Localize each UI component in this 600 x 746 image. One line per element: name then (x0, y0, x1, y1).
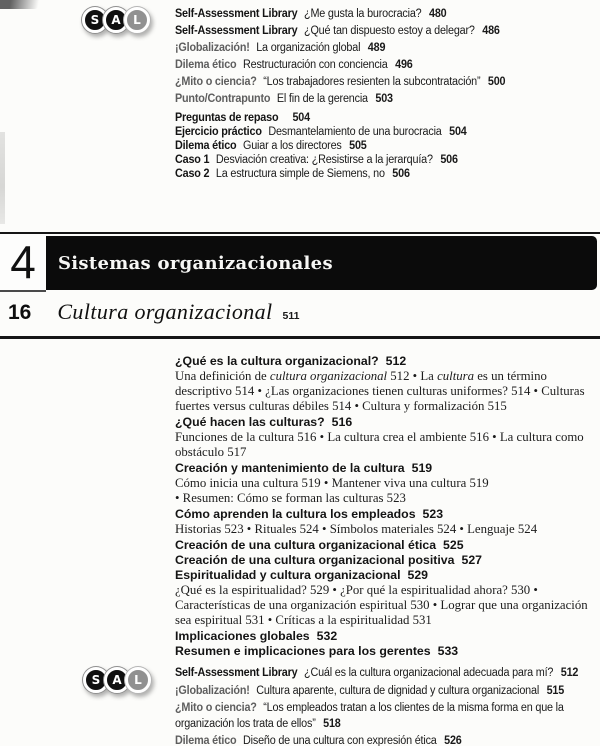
toc-heading-text: Espiritualidad y cultura organizacional (175, 568, 401, 582)
feature-text: ¿Cuál es la cultura organizacional adecuada para mí? (304, 667, 554, 679)
feature-text: ¿Qué tan dispuesto estoy a delegar? (304, 25, 475, 37)
feature-item (175, 167, 594, 181)
feature-page-number: 480 (429, 8, 447, 20)
toc-section (175, 415, 599, 460)
feature-page-number: 512 (560, 667, 579, 679)
toc-section-body (175, 522, 599, 537)
feature-page-number: 505 (349, 140, 367, 152)
toc-body-text: 512 • La (387, 369, 438, 383)
feature-item (175, 40, 594, 57)
feature-text: Desviación creativa: ¿Resistirse a la jerarquía? (215, 154, 433, 166)
feature-page-number: 506 (392, 168, 410, 180)
chapter-heading-row (0, 299, 600, 325)
feature-page-number: 504 (292, 112, 310, 124)
feature-label: Caso 2 (175, 168, 210, 180)
toc-heading-text: ¿Qué hacen las culturas? (175, 415, 325, 429)
feature-label: Caso 1 (175, 154, 210, 166)
toc-heading-text: Creación y mantenimiento de la cultura (175, 461, 405, 475)
toc-section (175, 538, 599, 552)
toc-heading-text: Cómo aprenden la cultura los empleados (175, 507, 416, 521)
toc-body-text: Una definición de (175, 369, 270, 383)
feature-item (175, 23, 594, 40)
sal-circle-l-icon: L (125, 667, 151, 693)
toc-section (175, 461, 599, 506)
feature-item (175, 91, 594, 108)
feature-text: ¿Me gusta la burocracia? (304, 8, 422, 20)
sal-badge-top (82, 7, 150, 33)
feature-label: Self-Assessment Library (175, 25, 298, 37)
feature-label: ¿Mito o ciencia? (175, 702, 257, 714)
feature-page-number: 500 (487, 76, 506, 88)
toc-heading-page-number: 523 (422, 507, 444, 521)
feature-label: Preguntas de repaso (175, 112, 279, 124)
toc-heading-page-number: 533 (437, 644, 459, 658)
toc-heading-text: Implicaciones globales (175, 629, 310, 643)
feature-item (175, 6, 594, 23)
toc-body-text: Funciones de la cultura 516 • La cultura crea el ambiente 516 • La cultura como obstáculo 517 (175, 430, 584, 459)
feature-label: Dilema ético (175, 735, 237, 746)
feature-item (175, 139, 594, 153)
scan-edge-smudge (0, 132, 5, 224)
feature-text: Diseño de una cultura con expresión ética (243, 735, 437, 746)
feature-text: La organización global (256, 42, 361, 54)
feature-label: Dilema ético (175, 140, 237, 152)
scan-corner-smudge (0, 0, 42, 9)
feature-list-top (175, 6, 594, 108)
feature-page-number: 486 (482, 25, 500, 37)
feature-list-bottom (175, 666, 600, 746)
feature-page-number: 503 (375, 93, 393, 105)
feature-item (175, 125, 594, 139)
toc-body-text: Historias 523 • Rituales 524 • Símbolos materiales 524 • Lenguaje 524 (175, 522, 538, 536)
feature-item (175, 684, 600, 700)
toc-heading-text: Creación de una cultura organizacional positiva (175, 553, 455, 567)
toc-heading-page-number: 529 (407, 568, 429, 582)
feature-page-number: 526 (444, 735, 462, 746)
sal-circle-a-icon: A (104, 667, 130, 693)
toc-section (175, 644, 599, 658)
toc-section-heading (175, 415, 599, 429)
part-top-rule (0, 232, 600, 234)
toc-section (175, 507, 599, 537)
chapter-page-number: 511 (282, 310, 300, 322)
toc-section-heading (175, 568, 599, 582)
toc-body-italic-text: cultura organizacional (269, 369, 388, 383)
feature-page-number: 518 (323, 717, 341, 730)
feature-item (175, 153, 594, 167)
toc-body-text: • Resumen: Cómo se forman las culturas 523 (175, 491, 406, 505)
toc-section-heading (175, 354, 599, 368)
feature-page-number: 489 (367, 42, 386, 54)
toc-section-body (175, 476, 599, 506)
feature-item (175, 111, 594, 125)
toc-heading-text: Resumen e implicaciones para los gerentes (175, 644, 431, 658)
toc-heading-text: Creación de una cultura organizacional ética (175, 538, 437, 552)
toc-section (175, 568, 599, 628)
toc-heading-page-number: 532 (316, 629, 338, 643)
toc-body-text: ¿Qué es la espiritualidad? 529 • ¿Por qué la espiritualidad ahora? 530 • Características de una organización espiritual 530 • Lograr que una organización sea espiritual 531 • Críticas a la espiritualidad 531 (175, 583, 588, 627)
toc-section-body (175, 583, 599, 628)
feature-item (175, 666, 600, 682)
feature-item (175, 734, 600, 746)
feature-label: ¿Mito o ciencia? (175, 76, 257, 88)
feature-text: La estructura simple de Siemens, no (215, 168, 385, 180)
toc-section-body (175, 369, 599, 414)
feature-label: ¡Globalización! (175, 42, 250, 54)
sal-circle-s-icon: S (83, 667, 109, 693)
toc-section (175, 553, 599, 567)
toc-heading-page-number: 525 (443, 538, 464, 552)
feature-text: “Los trabajadores resienten la subcontratación” (263, 76, 481, 88)
feature-label: ¡Globalización! (175, 684, 250, 697)
sal-circle-l-icon: L (124, 7, 150, 33)
chapter-number: 16 (8, 301, 32, 324)
toc-heading-page-number: 519 (411, 461, 433, 475)
toc-section-heading (175, 644, 599, 658)
feature-text: Restructuración con conciencia (243, 59, 388, 71)
toc-section-heading (175, 507, 599, 521)
toc-heading-page-number: 516 (331, 415, 353, 429)
feature-text: Cultura aparente, cultura de dignidad y cultura organizacional (256, 684, 540, 697)
toc-section-heading (175, 629, 599, 643)
toc-section (175, 354, 599, 414)
toc-heading-text: ¿Qué es la cultura organizacional? (175, 354, 379, 368)
feature-text: Desmantelamiento de una burocracia (268, 126, 442, 138)
toc-heading-page-number: 512 (385, 354, 407, 368)
part-number-box (0, 234, 46, 292)
toc-body-text: es un término descriptivo 514 • ¿Las organizaciones tienen culturas uniformes? 514 • Culturas fuertes versus culturas débiles 514 • Cultura y formalización 515 (175, 369, 585, 413)
toc-body-text: Cómo inicia una cultura 519 • Mantener viva una cultura 519 (175, 476, 489, 490)
toc-heading-page-number: 527 (461, 553, 483, 567)
feature-label: Self-Assessment Library (175, 8, 298, 20)
sal-circle-s-icon: S (82, 7, 108, 33)
chapter-review-list (175, 111, 594, 181)
feature-page-number: 506 (440, 154, 458, 166)
sal-circle-a-icon: A (103, 7, 129, 33)
toc-section-body (175, 430, 599, 460)
sal-badge-bottom (83, 667, 151, 693)
feature-label: Ejercicio práctico (175, 126, 262, 138)
toc-sections (175, 354, 599, 659)
toc-body-italic-text: cultura (437, 369, 475, 383)
part-number: 4 (10, 236, 36, 288)
toc-section-heading (175, 461, 599, 475)
feature-item (175, 57, 594, 74)
part-title-bar (46, 236, 597, 290)
feature-text: El fin de la gerencia (276, 93, 368, 105)
feature-text: Guiar a los directores (243, 140, 342, 152)
part-title: Sistemas organizacionales (58, 252, 333, 274)
feature-page-number: 515 (546, 684, 565, 697)
feature-label: Punto/Contrapunto (175, 93, 271, 105)
feature-label: Self-Assessment Library (175, 667, 298, 679)
toc-section-heading (175, 553, 599, 567)
chapter-title: Cultura organizacional (57, 299, 273, 324)
toc-section (175, 629, 599, 643)
chapter-rule (0, 336, 600, 339)
feature-item (175, 74, 594, 91)
feature-text: “Los empleados tratan a los clientes de la misma forma en que la organización los trata de ellos” (175, 702, 564, 730)
feature-label: Dilema ético (175, 59, 237, 71)
feature-item (175, 701, 600, 732)
toc-section-heading (175, 538, 599, 552)
feature-page-number: 504 (449, 126, 467, 138)
feature-page-number: 496 (395, 59, 413, 71)
